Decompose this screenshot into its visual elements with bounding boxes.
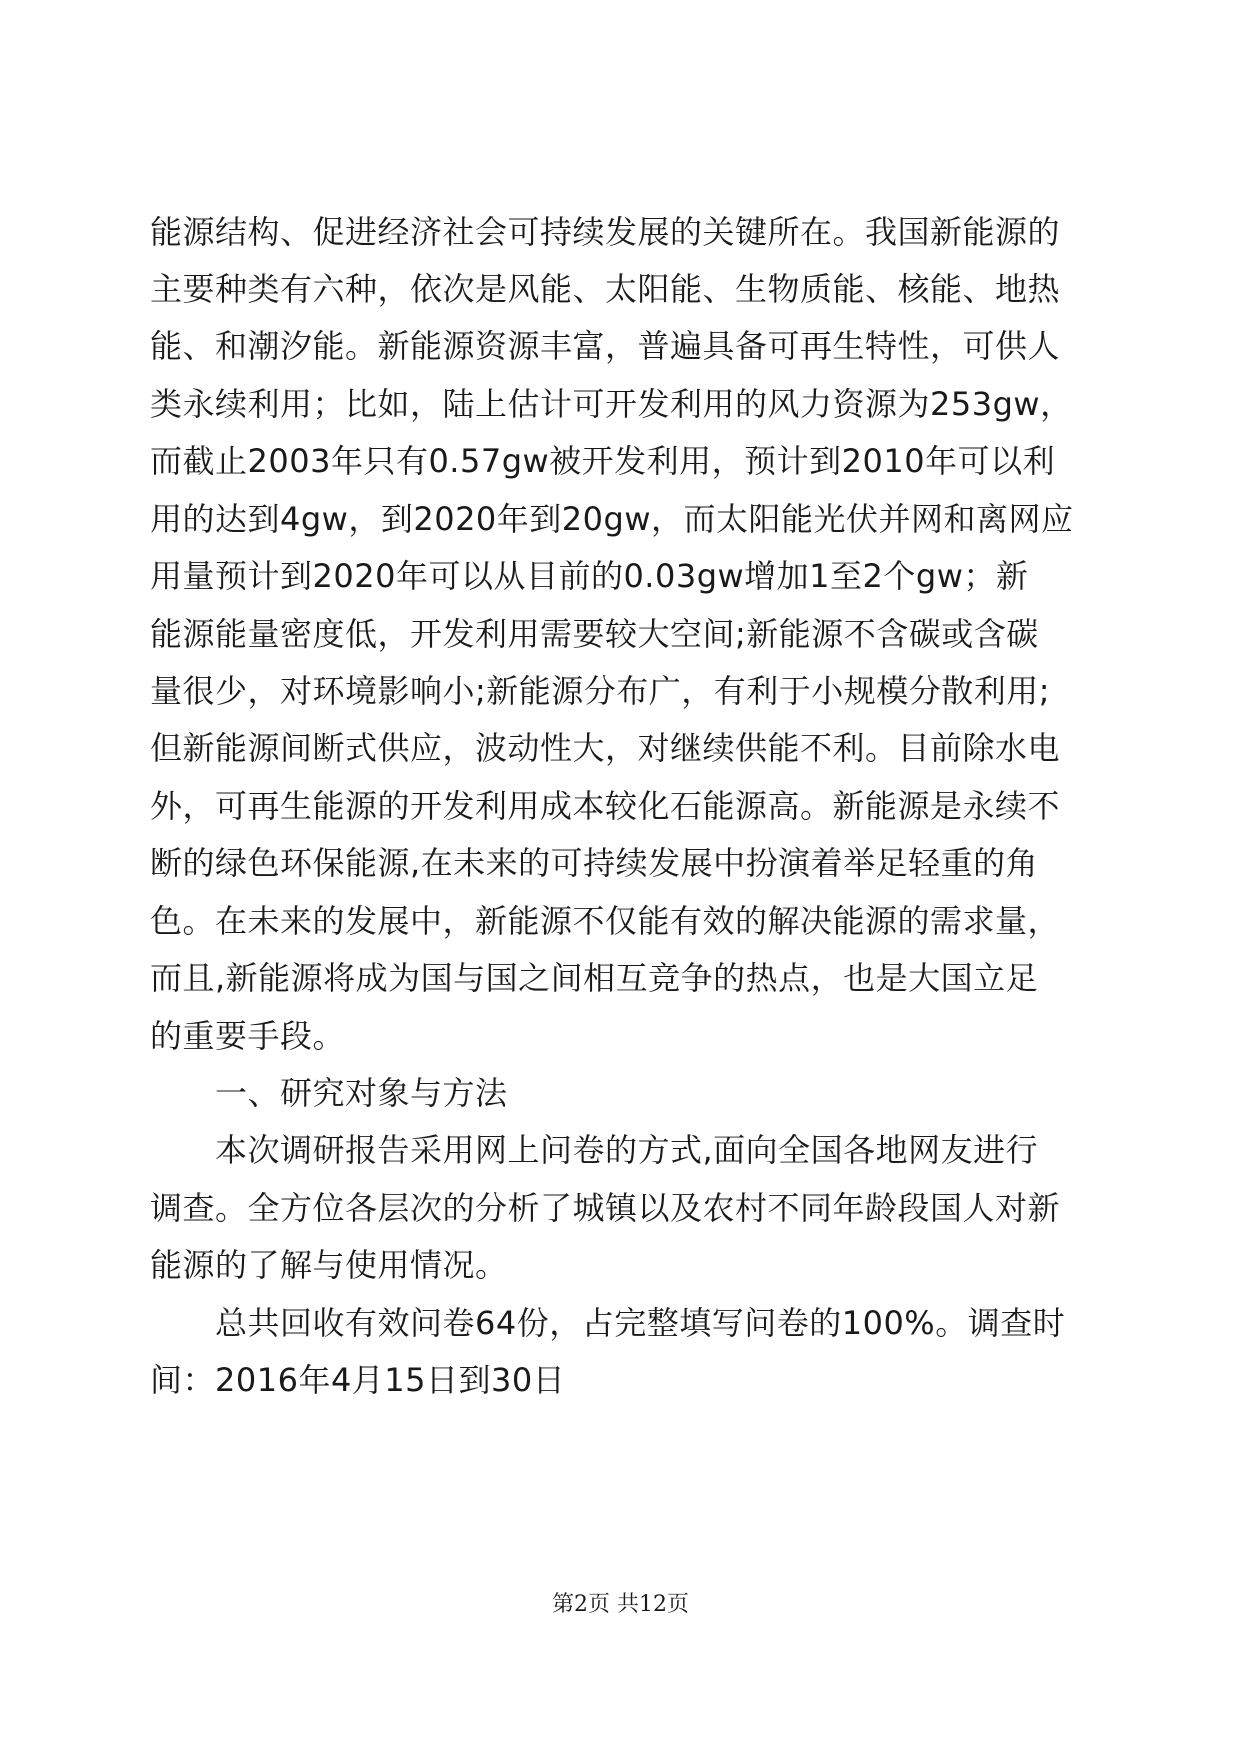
section-heading: 一、研究对象与方法 (215, 1074, 508, 1112)
paragraph-line: 主要种类有六种，依次是风能、太阳能、生物质能、核能、地热 (150, 270, 1061, 308)
paragraph-line: 类永续利用；比如，陆上估计可开发利用的风力资源为253gw， (150, 385, 1073, 423)
paragraph-line: 外，可再生能源的开发利用成本较化石能源高。新能源是永续不 (150, 787, 1061, 825)
paragraph-line: 能、和潮汐能。新能源资源丰富，普遍具备可再生特性，可供人 (150, 327, 1061, 365)
paragraph-line: 能源结构、促进经济社会可持续发展的关键所在。我国新能源的 (150, 213, 1061, 251)
paragraph-line: 断的绿色环保能源,在未来的可持续发展中扮演着举足轻重的角 (150, 844, 1039, 882)
paragraph-line: 能源能量密度低，开发利用需要较大空间;新能源不含碳或含碳 (150, 615, 1039, 653)
paragraph-line: 色。在未来的发展中，新能源不仅能有效的解决能源的需求量， (150, 902, 1061, 940)
paragraph-line: 而且,新能源将成为国与国之间相互竞争的热点，也是大国立足 (150, 959, 1039, 997)
paragraph-line: 用量预计到2020年可以从目前的0.03gw增加1至2个gw；新 (150, 557, 1029, 595)
page-number-footer: 第2页 共12页 (552, 1592, 689, 1617)
paragraph-line: 调查。全方位各层次的分析了城镇以及农村不同年龄段国人对新 (150, 1189, 1061, 1227)
paragraph-line: 量很少，对环境影响小;新能源分布广，有利于小规模分散利用; (150, 672, 1051, 710)
paragraph-line: 本次调研报告采用网上问卷的方式,面向全国各地网友进行 (215, 1131, 1039, 1169)
paragraph-line: 间：2016年4月15日到30日 (150, 1361, 566, 1399)
paragraph-line: 总共回收有效问卷64份，占完整填写问卷的100%。调查时 (215, 1304, 1066, 1342)
paragraph-line: 能源的了解与使用情况。 (150, 1246, 508, 1284)
paragraph-line: 但新能源间断式供应，波动性大，对继续供能不利。目前除水电 (150, 729, 1061, 767)
paragraph-line: 的重要手段。 (150, 1017, 346, 1055)
paragraph-line: 而截止2003年只有0.57gw被开发利用，预计到2010年可以利 (150, 442, 1056, 480)
paragraph-line: 用的达到4gw，到2020年到20gw，而太阳能光伏并网和离网应 (150, 500, 1074, 538)
